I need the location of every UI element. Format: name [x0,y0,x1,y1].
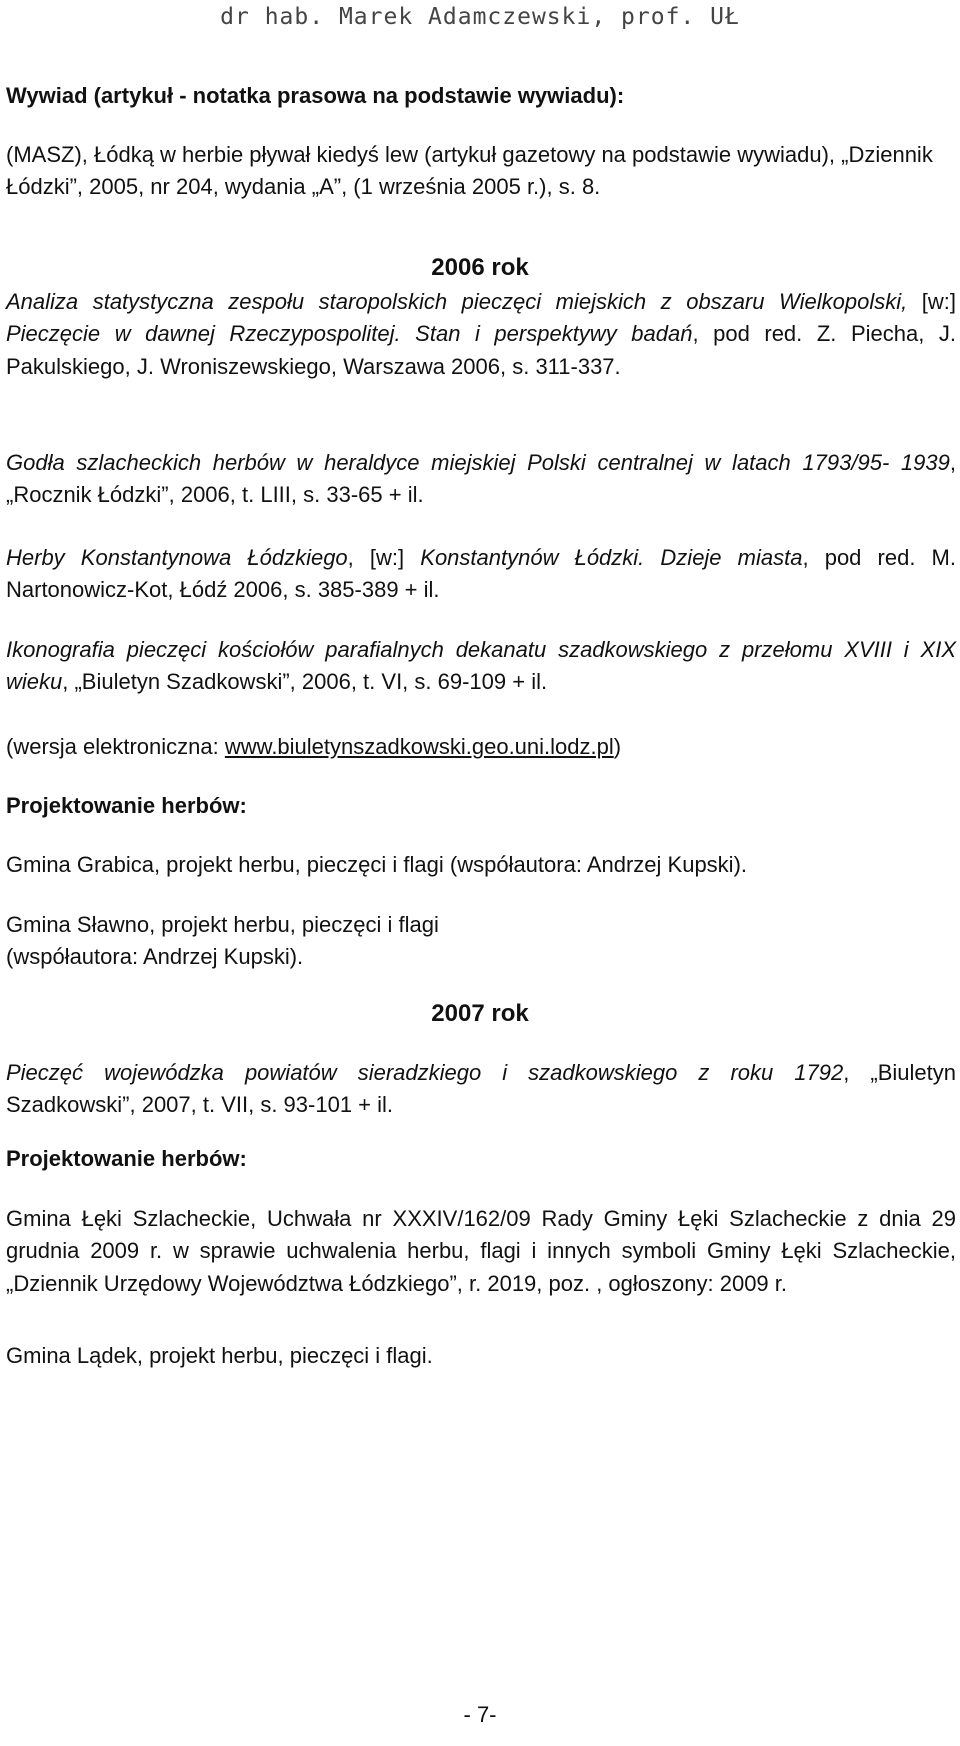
publication-title: Pieczęcie w dawnej Rzeczypospolitej. Stan i perspektywy badań [6,321,693,347]
section-heading-design: Projektowanie herbów: [6,793,247,818]
design-entry: (współautora: Andrzej Kupski). [6,944,304,969]
publication-title: Konstantynów Łódzki. Dzieje miasta [420,545,803,570]
publication-title: Pieczęć wojewódzka powiatów sieradzkiego i szadkowskiego z roku 1792 [6,1060,844,1085]
website-link[interactable]: www.biuletynszadkowski.geo.uni.lodz.pl [224,734,614,759]
design-entry: Gmina Grabica, projekt herbu, pieczęci i flagi (współautora: Andrzej Kupski). [6,852,748,877]
publication-entry: Herby Konstantynowa Łódzkiego, [w:] Konstantynów Łódzki. Dzieje miasta, pod red. M. Nartonowicz-Kot, Łódź 2006, s. 385-389 + il. [6,545,956,603]
publication-entry: Ikonografia pieczęci kościołów parafialnych dekanatu szadkowskiego z przełomu XVIII i XIX wieku, „Biuletyn Szadkowski”, 2006, t. VI, s. 69-109 + il. [6,637,956,695]
design-entry: Gmina Lądek, projekt herbu, pieczęci i flagi. [6,1343,433,1368]
publication-entry: Godła szlacheckich herbów w heraldyce miejskiej Polski centralnej w latach 1793/95- 1939, „Rocznik Łódzki”, 2006, t. LIII, s. 33-65 + il. [6,450,956,508]
page-number: - 7- [463,1702,497,1727]
publication-title: Herby Konstantynowa Łódzkiego [6,545,348,570]
publication-title: Godła szlacheckich herbów w heraldyce miejskiej Polski centralnej w latach 1793/95- 1939 [6,450,950,475]
publication-entry: Analiza statystyczna zespołu staropolskich pieczęci miejskich z obszaru Wielkopolski, [w:] Pieczęcie w dawnej Rzeczypospolitej. Stan i perspektywy badań, pod red. Z. Piecha, J. Pakulskiego, J. Wroniszewskiego, Warszawa 2006, s. 311-337. [6,289,956,379]
publication-entry: Pieczęć wojewódzka powiatów sieradzkiego i szadkowskiego z roku 1792, „Biuletyn Szadkowski”, 2007, t. VII, s. 93-101 + il. [6,1060,956,1118]
running-header: dr hab. Marek Adamczewski, prof. UŁ [220,4,740,30]
online-version-note: (wersja elektroniczna: www.biuletynszadkowski.geo.uni.lodz.pl) [6,734,622,759]
design-entry: Gmina Sławno, projekt herbu, pieczęci i flagi [6,912,439,937]
publication-title: Ikonografia pieczęci kościołów parafialnych dekanatu szadkowskiego z przełomu XVIII i XIX wieku [6,637,956,695]
design-entry: Gmina Łęki Szlacheckie, Uchwała nr XXXIV/162/09 Rady Gminy Łęki Szlacheckie z dnia 29 grudnia 2009 r. w sprawie uchwalenia herbu, flagi i innych symboli Gminy Łęki Szlacheckie, „Dziennik Urzędowy Województwa Łódzkiego”, r. 2019, poz. , ogłoszony: 2009 r. [6,1206,956,1296]
interview-entry: (MASZ), Łódką w herbie pływał kiedyś lew (artykuł gazetowy na podstawie wywiadu), „Dziennik Łódzki”, 2005, nr 204, wydania „A”, (1 września 2005 r.), s. 8. [6,142,933,200]
publication-title: Analiza statystyczna zespołu staropolskich pieczęci miejskich z obszaru Wielkopolski, [6,289,908,314]
interview-heading: Wywiad (artykuł - notatka prasowa na podstawie wywiadu): [6,83,625,108]
year-heading-2007: 2007 rok [431,1000,529,1027]
year-heading-2006: 2006 rok [431,254,529,281]
section-heading-design: Projektowanie herbów: [6,1146,247,1171]
